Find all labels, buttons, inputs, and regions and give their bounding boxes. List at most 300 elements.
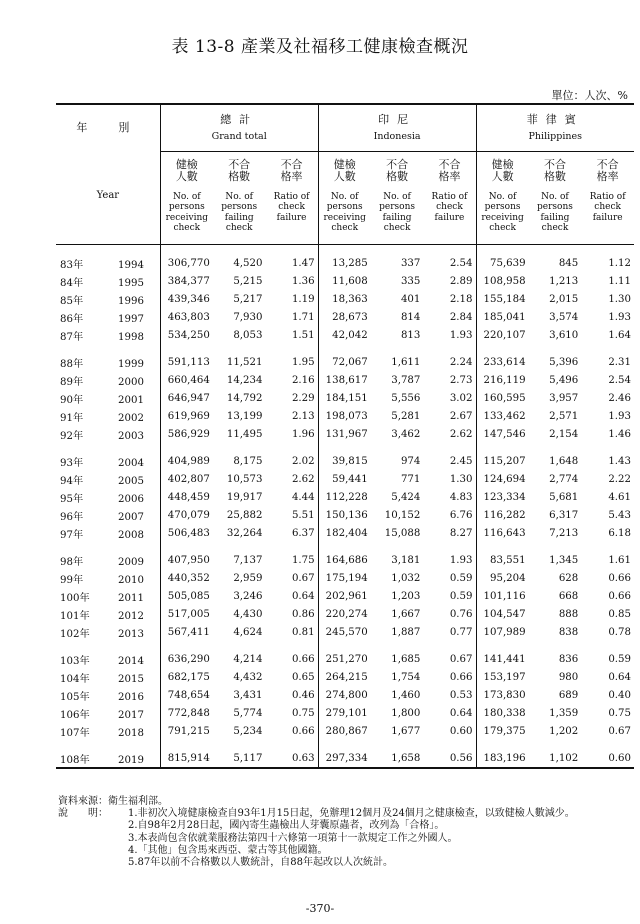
table-row	[56, 425, 634, 443]
table-title: 表 13-8 產業及社福移工健康檢查概況	[171, 37, 469, 57]
subheader-en-0-0: No. of persons receiving check	[160, 190, 213, 245]
year-cell	[56, 326, 160, 344]
data-cell: 771	[400, 473, 421, 485]
data-cell: 2.73	[449, 374, 473, 386]
data-cell: 4,520	[233, 257, 263, 269]
data-cell: 104,547	[476, 605, 529, 623]
note-item: 5.87年以前不合格數以人數統計，自88年起改以人次統計。	[128, 857, 393, 869]
data-cell: 1.36	[291, 275, 315, 287]
roc-year: 90年	[60, 394, 84, 406]
data-cell: 0.66	[608, 590, 631, 602]
data-cell: 4,624	[233, 626, 263, 638]
ad-year: 1997	[118, 313, 144, 325]
roc-year: 96年	[60, 511, 84, 523]
data-cell: 815,914	[160, 749, 213, 768]
roc-year: 91年	[60, 412, 84, 424]
roc-year: 100年	[60, 592, 90, 604]
year-cell	[56, 704, 160, 722]
roc-year: 107年	[60, 727, 90, 739]
data-cell: 0.64	[291, 590, 315, 602]
table-row	[56, 488, 634, 506]
data-cell: 0.78	[608, 626, 631, 638]
data-cell: 463,803	[160, 308, 213, 326]
data-cell: 440,352	[160, 569, 213, 587]
data-cell: 220,107	[476, 326, 529, 344]
ad-year: 2003	[118, 430, 144, 442]
data-cell: 5,496	[549, 374, 579, 386]
year-cell	[56, 290, 160, 308]
ad-year: 1999	[118, 358, 144, 370]
roc-year: 108年	[60, 754, 90, 766]
table-row	[56, 326, 634, 344]
data-cell: 5.51	[291, 509, 315, 521]
data-cell: 402,807	[160, 470, 213, 488]
data-cell: 198,073	[318, 407, 371, 425]
data-cell: 591,113	[160, 353, 213, 371]
roc-year: 83年	[60, 259, 84, 271]
data-cell: 3,181	[391, 554, 421, 566]
data-cell: 0.67	[608, 725, 631, 737]
data-cell: 8,053	[233, 329, 263, 341]
data-cell: 8,175	[233, 455, 263, 467]
data-cell: 141,441	[476, 650, 529, 668]
data-cell: 980	[558, 671, 579, 683]
data-cell: 0.53	[449, 689, 473, 701]
ad-year: 2011	[118, 592, 144, 604]
data-cell: 1.46	[608, 428, 631, 440]
data-cell: 233,614	[476, 353, 529, 371]
data-cell: 184,151	[318, 389, 371, 407]
roc-year: 93年	[60, 457, 84, 469]
ad-year: 2001	[118, 394, 144, 406]
ad-year: 2016	[118, 691, 144, 703]
year-cell	[56, 623, 160, 641]
data-cell: 15,088	[384, 527, 421, 539]
subheader-zh-1-0: 健檢 人數	[318, 152, 371, 191]
data-cell: 845	[558, 257, 579, 269]
notes-label: 說 明：	[58, 808, 108, 820]
data-cell: 1,658	[371, 749, 424, 768]
roc-year: 99年	[60, 574, 84, 586]
year-cell	[56, 569, 160, 587]
data-cell: 470,079	[160, 506, 213, 524]
data-cell: 4.44	[291, 491, 315, 503]
data-cell: 183,196	[476, 749, 529, 768]
data-cell: 72,067	[318, 353, 371, 371]
data-cell: 505,085	[160, 587, 213, 605]
data-cell: 2.46	[608, 392, 631, 404]
data-cell: 116,282	[476, 506, 529, 524]
ad-year: 2015	[118, 673, 144, 685]
data-cell: 4,214	[233, 653, 263, 665]
data-cell: 8.27	[449, 527, 473, 539]
data-cell: 1.30	[449, 473, 473, 485]
data-cell: 4.61	[608, 491, 631, 503]
note-item: 4.「其他」包含馬來西亞、蒙古等其他國籍。	[128, 844, 328, 856]
ad-year: 2019	[118, 754, 144, 766]
table-row	[56, 569, 634, 587]
row-spacer	[56, 443, 634, 452]
roc-year: 88年	[60, 358, 84, 370]
data-cell: 11,608	[318, 272, 371, 290]
stub-spacer	[56, 152, 160, 191]
subheader-zh-0-2: 不合 格率	[280, 157, 303, 183]
data-cell: 2.45	[449, 455, 473, 467]
data-cell: 5,556	[391, 392, 421, 404]
data-cell: 0.46	[291, 689, 315, 701]
row-spacer	[56, 740, 634, 749]
data-cell: 160,595	[476, 389, 529, 407]
data-cell: 216,119	[476, 371, 529, 389]
table-row	[56, 749, 634, 768]
data-cell: 7,930	[233, 311, 263, 323]
data-cell: 18,363	[318, 290, 371, 308]
roc-year: 87年	[60, 331, 84, 343]
data-cell: 2.18	[449, 293, 473, 305]
data-cell: 1,202	[549, 725, 579, 737]
data-cell: 2.62	[291, 473, 315, 485]
data-cell: 814	[400, 311, 421, 323]
data-cell: 5,281	[391, 410, 421, 422]
data-cell: 0.60	[449, 725, 473, 737]
data-cell: 280,867	[318, 722, 371, 740]
stub-header-zh: 年 別	[56, 104, 160, 152]
data-cell: 175,194	[318, 569, 371, 587]
subheader-en-1-2: Ratio of check failure	[423, 190, 476, 245]
table-row	[56, 353, 634, 371]
note-item: 3.本表尚包含依就業服務法第四十六條第一項第十一款規定工作之外國人。	[128, 832, 458, 844]
data-cell: 0.75	[291, 707, 315, 719]
ad-year: 2017	[118, 709, 144, 721]
data-cell: 2.29	[291, 392, 315, 404]
data-cell: 660,464	[160, 371, 213, 389]
data-cell: 11,495	[226, 428, 263, 440]
data-cell: 0.86	[291, 608, 315, 620]
data-cell: 636,290	[160, 650, 213, 668]
data-cell: 2,154	[549, 428, 579, 440]
data-cell: 567,411	[160, 623, 213, 641]
data-cell: 0.65	[291, 671, 315, 683]
page-number: -370-	[305, 902, 335, 915]
data-cell: 2.67	[449, 410, 473, 422]
data-cell: 0.76	[449, 608, 473, 620]
data-cell: 1.11	[608, 275, 631, 287]
data-cell: 2,774	[549, 473, 579, 485]
notes-block	[58, 796, 638, 869]
data-cell: 5,396	[549, 356, 579, 368]
data-cell: 4,430	[233, 608, 263, 620]
data-cell: 1,677	[391, 725, 421, 737]
subheader-en-0-1: No. of persons failing check	[213, 190, 266, 245]
ad-year: 2004	[118, 457, 144, 469]
subheader-en-1-1: No. of persons failing check	[371, 190, 424, 245]
data-cell: 13,199	[226, 410, 263, 422]
table-row	[56, 371, 634, 389]
data-cell: 202,961	[318, 587, 371, 605]
data-cell: 2.54	[449, 257, 473, 269]
ad-year: 2009	[118, 556, 144, 568]
data-cell: 5,234	[233, 725, 263, 737]
data-cell: 75,639	[476, 254, 529, 272]
data-cell: 0.66	[291, 725, 315, 737]
roc-year: 103年	[60, 655, 90, 667]
data-cell: 2.31	[608, 356, 631, 368]
year-cell	[56, 425, 160, 443]
data-cell: 13,285	[318, 254, 371, 272]
data-cell: 1,667	[391, 608, 421, 620]
table-row	[56, 623, 634, 641]
table-row	[56, 308, 634, 326]
year-cell	[56, 308, 160, 326]
data-cell: 7,137	[233, 554, 263, 566]
data-cell: 888	[558, 608, 579, 620]
data-cell: 3,431	[233, 689, 263, 701]
data-cell: 115,207	[476, 452, 529, 470]
table-row	[56, 389, 634, 407]
year-cell	[56, 506, 160, 524]
ad-year: 2012	[118, 610, 144, 622]
data-cell: 14,792	[226, 392, 263, 404]
table-row	[56, 605, 634, 623]
data-cell: 116,643	[476, 524, 529, 542]
data-cell: 14,234	[226, 374, 263, 386]
data-cell: 185,041	[476, 308, 529, 326]
data-cell: 1,648	[549, 455, 579, 467]
ad-year: 2007	[118, 511, 144, 523]
ad-year: 2002	[118, 412, 144, 424]
data-cell: 1,359	[549, 707, 579, 719]
table-row	[56, 506, 634, 524]
source-line: 資料來源：衛生福利部。	[58, 796, 168, 807]
data-cell: 5,681	[549, 491, 579, 503]
data-cell: 1.19	[291, 293, 315, 305]
data-cell: 10,573	[226, 473, 263, 485]
data-cell: 1.43	[608, 455, 631, 467]
data-cell: 0.63	[266, 749, 319, 768]
data-cell: 0.64	[449, 707, 473, 719]
roc-year: 105年	[60, 691, 90, 703]
data-cell: 19,917	[226, 491, 263, 503]
data-cell: 1.71	[291, 311, 315, 323]
data-cell: 3,246	[233, 590, 263, 602]
data-cell: 586,929	[160, 425, 213, 443]
data-cell: 1,213	[549, 275, 579, 287]
note-item: 2.自98年2月28日起，國內寄生蟲檢出人芽囊原蟲者，改列為「合格」。	[128, 820, 445, 832]
data-cell: 404,989	[160, 452, 213, 470]
ad-year: 2014	[118, 655, 144, 667]
subheader-en-2-1: No. of persons failing check	[529, 190, 582, 245]
data-cell: 689	[558, 689, 579, 701]
data-cell: 6,317	[549, 509, 579, 521]
table-row	[56, 254, 634, 272]
ad-year: 2006	[118, 493, 144, 505]
data-cell: 2.54	[608, 374, 631, 386]
subheader-en-1-0: No. of persons receiving check	[318, 190, 371, 245]
table-row	[56, 668, 634, 686]
year-cell	[56, 551, 160, 569]
data-cell: 0.66	[449, 671, 473, 683]
data-cell: 0.59	[449, 572, 473, 584]
data-cell: 83,551	[476, 551, 529, 569]
data-cell: 2.02	[291, 455, 315, 467]
group-header-indonesia: 印尼 Indonesia	[318, 104, 476, 152]
table-row	[56, 551, 634, 569]
data-cell: 1,611	[391, 356, 421, 368]
data-cell: 813	[400, 329, 421, 341]
data-cell: 682,175	[160, 668, 213, 686]
subheader-zh-0-1: 不合 格數	[228, 157, 251, 183]
data-cell: 3,462	[391, 428, 421, 440]
data-cell: 439,346	[160, 290, 213, 308]
data-cell: 448,459	[160, 488, 213, 506]
group-header-philippines: 菲律賓 Philippines	[476, 104, 634, 152]
data-cell: 220,274	[318, 605, 371, 623]
data-cell: 182,404	[318, 524, 371, 542]
data-cell: 3,957	[549, 392, 579, 404]
data-cell: 0.64	[608, 671, 631, 683]
ad-year: 1994	[118, 259, 144, 271]
data-cell: 0.56	[423, 749, 476, 768]
data-cell: 150,136	[318, 506, 371, 524]
subheader-en-2-2: Ratio of check failure	[581, 190, 634, 245]
data-cell: 1.64	[608, 329, 631, 341]
table-row	[56, 452, 634, 470]
subheader-en-0-2: Ratio of check failure	[266, 190, 319, 245]
data-cell: 7,213	[549, 527, 579, 539]
year-cell	[56, 749, 160, 768]
roc-year: 94年	[60, 475, 84, 487]
row-spacer	[56, 245, 634, 255]
data-cell: 668	[558, 590, 579, 602]
stub-header-en: Year	[56, 190, 160, 245]
data-cell: 6.76	[449, 509, 473, 521]
roc-year: 92年	[60, 430, 84, 442]
group-header-total: 總計 Grand total	[160, 104, 318, 152]
table-row	[56, 290, 634, 308]
table-row	[56, 650, 634, 668]
data-cell: 10,152	[384, 509, 421, 521]
data-cell: 0.77	[449, 626, 473, 638]
data-cell: 279,101	[318, 704, 371, 722]
data-cell: 337	[400, 257, 421, 269]
notes-list	[128, 808, 575, 869]
data-cell: 1,685	[391, 653, 421, 665]
year-cell	[56, 668, 160, 686]
data-cell: 2.16	[291, 374, 315, 386]
row-spacer	[56, 641, 634, 650]
data-cell: 245,570	[318, 623, 371, 641]
data-cell: 1,345	[549, 554, 579, 566]
data-cell: 1,102	[529, 749, 582, 768]
year-cell	[56, 650, 160, 668]
health-check-table	[56, 103, 634, 769]
data-cell: 147,546	[476, 425, 529, 443]
table-row	[56, 722, 634, 740]
data-cell: 264,215	[318, 668, 371, 686]
data-cell: 1.12	[608, 257, 631, 269]
year-cell	[56, 272, 160, 290]
note-item: 1.非初次入境健康檢查自93年1月15日起，免辦理12個月及24個月之健康檢查，以致健檢人數減少。	[128, 808, 575, 820]
data-cell: 791,215	[160, 722, 213, 740]
roc-year: 89年	[60, 376, 84, 388]
data-cell: 974	[400, 455, 421, 467]
data-cell: 251,270	[318, 650, 371, 668]
data-cell: 6.18	[608, 527, 631, 539]
data-cell: 25,882	[226, 509, 263, 521]
row-spacer	[56, 344, 634, 353]
year-cell	[56, 686, 160, 704]
subheader-zh-2-2: 不合 格率	[596, 157, 619, 183]
data-cell: 164,686	[318, 551, 371, 569]
data-cell: 0.66	[291, 653, 315, 665]
data-cell: 0.85	[608, 608, 631, 620]
data-cell: 0.66	[608, 572, 631, 584]
ad-year: 1995	[118, 277, 144, 289]
year-cell	[56, 254, 160, 272]
data-cell: 42,042	[318, 326, 371, 344]
table-row	[56, 272, 634, 290]
year-cell	[56, 353, 160, 371]
data-cell: 5,424	[391, 491, 421, 503]
data-cell: 4,432	[233, 671, 263, 683]
year-cell	[56, 470, 160, 488]
roc-year: 84年	[60, 277, 84, 289]
data-cell: 772,848	[160, 704, 213, 722]
ad-year: 1996	[118, 295, 144, 307]
ad-year: 2013	[118, 628, 144, 640]
data-cell: 173,830	[476, 686, 529, 704]
data-cell: 838	[558, 626, 579, 638]
data-cell: 133,462	[476, 407, 529, 425]
data-cell: 2.62	[449, 428, 473, 440]
subheader-zh-0-0: 健檢 人數	[160, 152, 213, 191]
data-cell: 1,203	[391, 590, 421, 602]
data-cell: 0.67	[291, 572, 315, 584]
data-cell: 3.02	[449, 392, 473, 404]
data-cell: 3,574	[549, 311, 579, 323]
ad-year: 2018	[118, 727, 144, 739]
ad-year: 2000	[118, 376, 144, 388]
data-cell: 179,375	[476, 722, 529, 740]
subheader-zh-2-0: 健檢 人數	[476, 152, 529, 191]
data-cell: 59,441	[318, 470, 371, 488]
data-cell: 0.59	[608, 653, 631, 665]
data-cell: 748,654	[160, 686, 213, 704]
year-cell	[56, 407, 160, 425]
data-cell: 628	[558, 572, 579, 584]
roc-year: 101年	[60, 610, 90, 622]
roc-year: 104年	[60, 673, 90, 685]
data-cell: 1,460	[391, 689, 421, 701]
data-cell: 306,770	[160, 254, 213, 272]
subheader-en-2-0: No. of persons receiving check	[476, 190, 529, 245]
year-cell	[56, 722, 160, 740]
data-cell: 401	[400, 293, 421, 305]
data-cell: 2.13	[291, 410, 315, 422]
data-cell: 3,787	[391, 374, 421, 386]
data-cell: 619,969	[160, 407, 213, 425]
roc-year: 86年	[60, 313, 84, 325]
data-cell: 0.60	[581, 749, 634, 768]
data-cell: 180,338	[476, 704, 529, 722]
data-cell: 123,334	[476, 488, 529, 506]
data-cell: 153,197	[476, 668, 529, 686]
data-cell: 2.89	[449, 275, 473, 287]
ad-year: 2008	[118, 529, 144, 541]
data-cell: 646,947	[160, 389, 213, 407]
data-cell: 11,521	[226, 356, 263, 368]
data-cell: 131,967	[318, 425, 371, 443]
